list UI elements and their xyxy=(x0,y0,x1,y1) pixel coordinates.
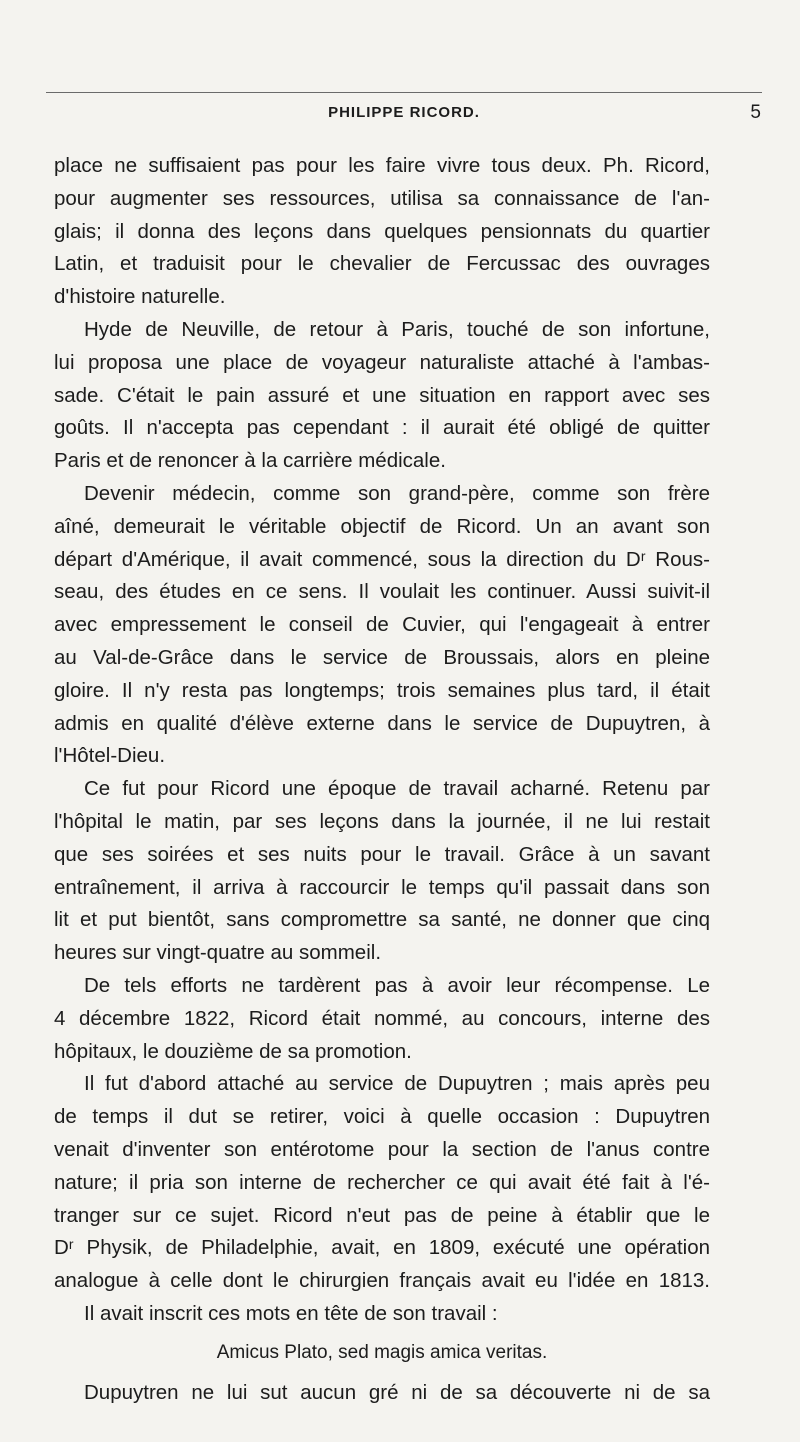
text-line: seau, des études en ce sens. Il voulait les continuer. Aussi suivit-il xyxy=(54,580,710,604)
text-line: Dʳ Physik, de Philadelphie, avait, en 1809, exécuté une opération xyxy=(54,1236,710,1260)
text-line: l'hôpital le matin, par ses leçons dans la journée, il ne lui restait xyxy=(54,809,710,833)
text-line: De tels efforts ne tardèrent pas à avoir leur récompense. Le xyxy=(84,973,710,997)
text-line: hôpitaux, le douzième de sa promotion. xyxy=(54,1039,412,1063)
text-line: que ses soirées et ses nuits pour le travail. Grâce à un savant xyxy=(54,842,710,866)
text-line: tranger sur ce sujet. Ricord n'eut pas de peine à établir que le xyxy=(54,1203,710,1227)
text-line: de temps il dut se retirer, voici à quelle occasion : Dupuytren xyxy=(54,1105,710,1129)
text-line: Dupuytren ne lui sut aucun gré ni de sa découverte ni de sa xyxy=(84,1381,710,1405)
text-line: Latin, et traduisit pour le chevalier de Fercussac des ouvrages xyxy=(54,252,710,276)
text-line: l'Hôtel-Dieu. xyxy=(54,744,166,768)
header-rule xyxy=(46,92,762,93)
latin-quote: Amicus Plato, sed magis amica veritas. xyxy=(216,1341,548,1363)
text-line: départ d'Amérique, il avait commencé, sous la direction du Dʳ Rous- xyxy=(54,547,710,571)
text-line: 4 décembre 1822, Ricord était nommé, au concours, interne des xyxy=(54,1006,710,1030)
running-title: PHILIPPE RICORD. xyxy=(328,104,480,121)
text-line: lit et put bientôt, sans compromettre sa santé, ne donner que cinq xyxy=(54,908,710,932)
text-line: gloire. Il n'y resta pas longtemps; trois semaines plus tard, il était xyxy=(54,678,710,702)
text-line: Devenir médecin, comme son grand-père, comme son frère xyxy=(84,481,710,505)
text-line: au Val-de-Grâce dans le service de Broussais, alors en pleine xyxy=(54,645,710,669)
text-line: place ne suffisaient pas pour les faire vivre tous deux. Ph. Ricord, xyxy=(54,154,710,177)
text-line: Il fut d'abord attaché au service de Dupuytren ; mais après peu xyxy=(84,1072,710,1096)
text-line: venait d'inventer son entérotome pour la section de l'anus contre xyxy=(54,1137,710,1161)
text-line: heures sur vingt-quatre au sommeil. xyxy=(54,941,382,965)
text-line: Hyde de Neuville, de retour à Paris, touché de son infortune, xyxy=(84,317,710,341)
text-line: admis en qualité d'élève externe dans le service de Dupuytren, à xyxy=(54,711,710,735)
text-line: pour augmenter ses ressources, utilisa sa connaissance de l'an- xyxy=(54,186,710,210)
body-text xyxy=(54,150,710,1410)
text-line: glais; il donna des leçons dans quelques pensionnats du quartier xyxy=(54,219,710,243)
text-line: analogue à celle dont le chirurgien français avait eu l'idée en 1813. xyxy=(54,1269,710,1293)
text-line: aîné, demeurait le véritable objectif de Ricord. Un an avant son xyxy=(54,514,710,538)
text-line: sade. C'était le pain assuré et une situation en rapport avec ses xyxy=(54,383,710,407)
text-line: lui proposa une place de voyageur naturaliste attaché à l'ambas- xyxy=(54,350,710,374)
text-line: entraînement, il arriva à raccourcir le temps qu'il passait dans son xyxy=(54,875,710,899)
text-line: goûts. Il n'accepta pas cependant : il aurait été obligé de quitter xyxy=(54,416,710,440)
text-line: Paris et de renoncer à la carrière médicale. xyxy=(54,449,446,473)
text-line: Il avait inscrit ces mots en tête de son travail : xyxy=(84,1301,498,1325)
running-header xyxy=(46,104,762,128)
text-line: nature; il pria son interne de rechercher ce qui avait été fait à l'é- xyxy=(54,1170,710,1194)
text-line: avec empressement le conseil de Cuvier, qui l'engageait à entrer xyxy=(54,613,710,637)
text-line: Ce fut pour Ricord une époque de travail acharné. Retenu par xyxy=(84,777,710,801)
text-line: d'histoire naturelle. xyxy=(54,285,226,309)
page-number: 5 xyxy=(750,102,762,123)
